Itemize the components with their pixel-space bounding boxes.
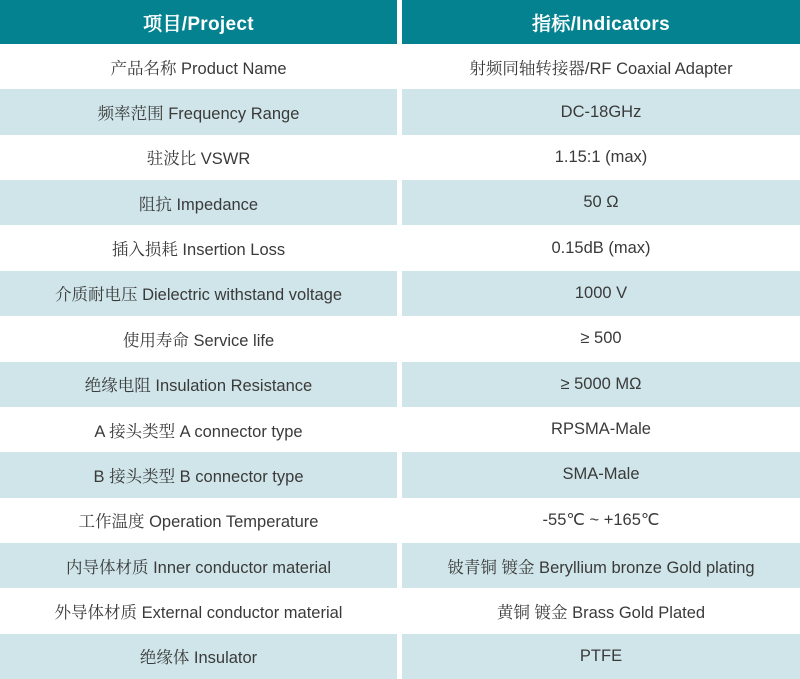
project-cell (0, 180, 397, 225)
table-row (0, 225, 800, 270)
table-row (0, 316, 800, 361)
project-cell (0, 135, 397, 180)
project-cell (0, 498, 397, 543)
indicator-cell (402, 452, 800, 497)
indicator-cell (402, 407, 800, 452)
project-label: 驻波比 VSWR (146, 150, 251, 169)
table-row (0, 634, 800, 679)
indicator-value: 1000 V (574, 283, 628, 302)
indicator-cell (402, 543, 800, 588)
indicator-value: ≥ 5000 MΩ (560, 374, 642, 393)
header-cell-indicators (402, 0, 800, 44)
indicator-cell (402, 316, 800, 361)
table-row (0, 135, 800, 180)
table-row (0, 543, 800, 588)
indicator-value: 50 Ω (583, 193, 619, 212)
project-cell (0, 588, 397, 633)
project-label: A 接头类型 A connector type (94, 422, 303, 441)
indicator-value: 铍青铜 镀金 Beryllium bronze Gold plating (447, 558, 755, 577)
table-row (0, 44, 800, 89)
project-cell (0, 362, 397, 407)
table-row (0, 362, 800, 407)
indicator-value: SMA-Male (562, 465, 640, 484)
indicator-cell (402, 634, 800, 679)
indicator-cell (402, 271, 800, 316)
indicator-value: DC-18GHz (560, 102, 642, 121)
project-label: 插入损耗 Insertion Loss (111, 241, 286, 260)
project-label: 内导体材质 Inner conductor material (65, 558, 331, 577)
header-cell-project (0, 0, 397, 44)
project-label: 阻抗 Impedance (138, 195, 259, 214)
indicator-value: ≥ 500 (580, 329, 622, 348)
project-label: 工作温度 Operation Temperature (78, 513, 319, 532)
indicator-value: 射频同轴转接器/RF Coaxial Adapter (469, 59, 733, 78)
project-cell (0, 89, 397, 134)
indicator-cell (402, 362, 800, 407)
project-cell (0, 316, 397, 361)
table-row (0, 498, 800, 543)
indicator-value: RPSMA-Male (551, 420, 651, 439)
indicator-value: 1.15:1 (max) (554, 147, 648, 166)
table-row (0, 407, 800, 452)
header-indicators-label: 指标/Indicators (532, 13, 670, 35)
indicator-cell (402, 89, 800, 134)
project-label: 绝缘体 Insulator (139, 649, 258, 668)
table-row (0, 271, 800, 316)
project-label: 频率范围 Frequency Range (97, 105, 300, 124)
project-cell (0, 271, 397, 316)
table-row (0, 180, 800, 225)
indicator-cell (402, 225, 800, 270)
project-cell (0, 543, 397, 588)
project-label: 绝缘电阻 Insulation Resistance (84, 377, 313, 396)
table-row (0, 588, 800, 633)
project-label: 使用寿命 Service life (122, 331, 275, 350)
indicator-cell (402, 498, 800, 543)
project-cell (0, 44, 397, 89)
indicator-value: 黄铜 镀金 Brass Gold Plated (496, 603, 706, 622)
project-label: 介质耐电压 Dielectric withstand voltage (54, 286, 342, 305)
header-project-label: 项目/Project (143, 13, 254, 35)
project-label: B 接头类型 B connector type (93, 467, 304, 486)
project-cell (0, 407, 397, 452)
project-cell (0, 452, 397, 497)
indicator-cell (402, 135, 800, 180)
indicator-cell (402, 180, 800, 225)
indicator-value: PTFE (579, 646, 623, 665)
project-label: 产品名称 Product Name (110, 59, 287, 78)
table-header-row (0, 0, 800, 44)
indicator-value: -55℃ ~ +165℃ (542, 511, 660, 530)
indicator-value: 0.15dB (max) (551, 238, 651, 257)
indicator-cell (402, 44, 800, 89)
indicator-cell (402, 588, 800, 633)
project-label: 外导体材质 External conductor material (54, 603, 343, 622)
table-row (0, 89, 800, 134)
table-row (0, 452, 800, 497)
project-cell (0, 634, 397, 679)
project-cell (0, 225, 397, 270)
